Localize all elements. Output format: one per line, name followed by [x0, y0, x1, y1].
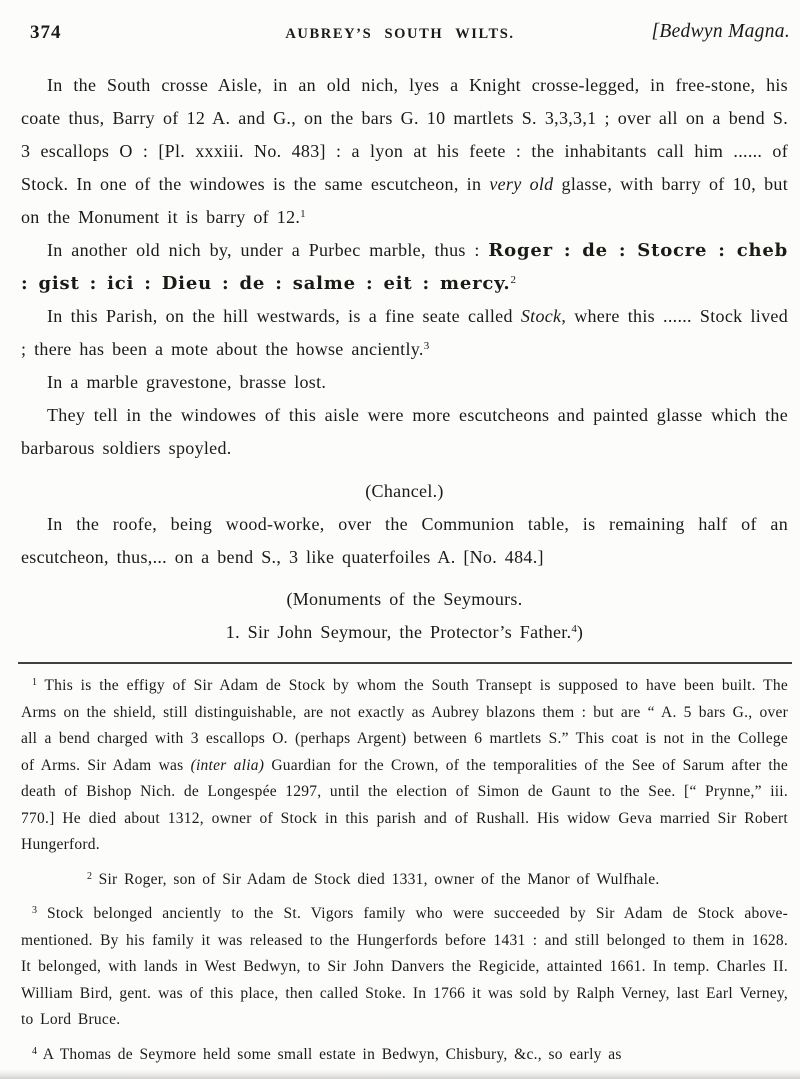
paragraph-text: , where this ...... Stock lived ; there has been a mote about the howse anciently. — [21, 306, 788, 359]
heading-text: (Monuments of the Seymours. — [286, 589, 523, 609]
body-paragraph-1 — [21, 69, 788, 234]
body-paragraph-3 — [21, 300, 788, 366]
body-paragraph-6 — [21, 508, 788, 574]
paragraph-text: In this Parish, on the hill westwards, is a fine seate called — [47, 306, 521, 326]
paragraph-text: In another old nich by, under a Purbec marble, thus : — [47, 240, 489, 260]
footnote-2 — [21, 867, 788, 894]
heading-text: ) — [576, 622, 584, 642]
blackletter-inscription: Roger : de : Stocre : cheb : gist : ici : Dieu : de : salme : eit : mercy. — [21, 240, 788, 294]
footnote-text: This is the effigy of Sir Adam de Stock by whom the South Transept is supposed to have been built. The Arms on the shield, still distinguishable, are not exactly as Aubrey blazons them : but are “ A. 5 bars G., over all a bend charged with 3 escallops O. (perhaps Argent) between 6 martlets S.” This coat is not in the College of Arms. Sir Adam was — [21, 677, 788, 774]
footnote-marker: 3 — [32, 905, 37, 916]
footnote-ref-4: 4 — [571, 623, 577, 635]
page-number: 374 — [30, 22, 62, 43]
footnote-marker: 1 — [32, 677, 37, 688]
footnote-ref-3: 3 — [423, 340, 430, 352]
paragraph-text: They tell in the windowes of this aisle were more escutcheons and painted glasse which the barbarous soldiers spoyled. — [21, 405, 788, 458]
footnote-marker: 4 — [32, 1045, 37, 1057]
footnote-ref-2: 2 — [510, 274, 516, 286]
italic-text: (inter alia) — [190, 756, 265, 774]
italic-text: very old — [489, 174, 554, 194]
footnote-1 — [21, 673, 788, 859]
footnote-ref-1: 1 — [300, 208, 306, 220]
heading-text: (Chancel.) — [365, 481, 444, 501]
paragraph-text: In the roofe, being wood-worke, over the Communion table, is remaining half of an escutcheon, thus,... on a bend S., 3 like quaterfoiles A. [No. 484.] — [21, 514, 788, 567]
monuments-heading-line2 — [21, 616, 788, 649]
footnote-4 — [21, 1042, 788, 1069]
running-title: AUBREY’S SOUTH WILTS. — [285, 26, 515, 42]
footnote-separator — [18, 662, 792, 664]
footnote-text: A Thomas de Seymore held some small estate in Bedwyn, Chisbury, &c., so early as — [37, 1045, 622, 1063]
paragraph-text: glasse, with barry of 10, but on the Monument it is barry of 12. — [21, 174, 788, 227]
footnote-text: Guardian for the Crown, of the temporalities of the See of Sarum after the death of Bishop Nich. de Longespée 1297, until the election of Simon de Gaunt to the See. [“ Prynne,” iii. 770.] He died about 1312, owner of Stock in this parish and of Rushall. His widow Geva married Sir Robert Hungerford. — [21, 756, 789, 853]
body-paragraph-5 — [21, 399, 788, 465]
body-paragraph-2 — [21, 234, 788, 300]
section-marker: [Bedwyn Magna. — [651, 21, 790, 42]
scan-edge-shadow — [0, 1069, 800, 1079]
running-header — [0, 0, 800, 48]
italic-text: Stock — [520, 306, 562, 326]
heading-text: 1. Sir John Seymour, the Protector’s Father. — [225, 622, 572, 642]
paragraph-text: In the South crosse Aisle, in an old nich, lyes a Knight crosse-legged, in free-stone, his coate thus, Barry of 12 A. and G., on the bars G. 10 martlets S. 3,3,3,1 ; over all on a bend S. 3 escallops O : [Pl. xxxiii. No. 483] : a lyon at his feete : the inhabitants call him ...... of Stock. In one of the windowes is the same escutcheon, in — [21, 75, 788, 194]
footnote-text: Stock belonged anciently to the St. Vigors family who were succeeded by Sir Adam de Stock above-mentioned. By his family it was released to the Hungerfords before 1431 : and still belonged to them in 1628. It belonged, with lands in West Bedwyn, to Sir John Danvers the Regicide, attainted 1661. In temp. Charles II. William Bird, gent. was of this place, then called Stoke. In 1766 it was sold by Ralph Verney, last Earl Verney, to Lord Bruce. — [21, 905, 788, 1028]
footnote-3 — [21, 901, 788, 1034]
chancel-heading — [21, 475, 788, 508]
paragraph-text: In a marble gravestone, brasse lost. — [47, 372, 327, 392]
footnote-text: Sir Roger, son of Sir Adam de Stock died 1331, owner of the Manor of Wulfhale. — [92, 870, 660, 888]
monuments-heading-line1 — [21, 583, 788, 616]
footnote-marker: 2 — [87, 870, 92, 882]
main-text-block — [21, 69, 788, 649]
body-paragraph-4 — [21, 366, 788, 399]
footnotes-block — [21, 673, 788, 1068]
